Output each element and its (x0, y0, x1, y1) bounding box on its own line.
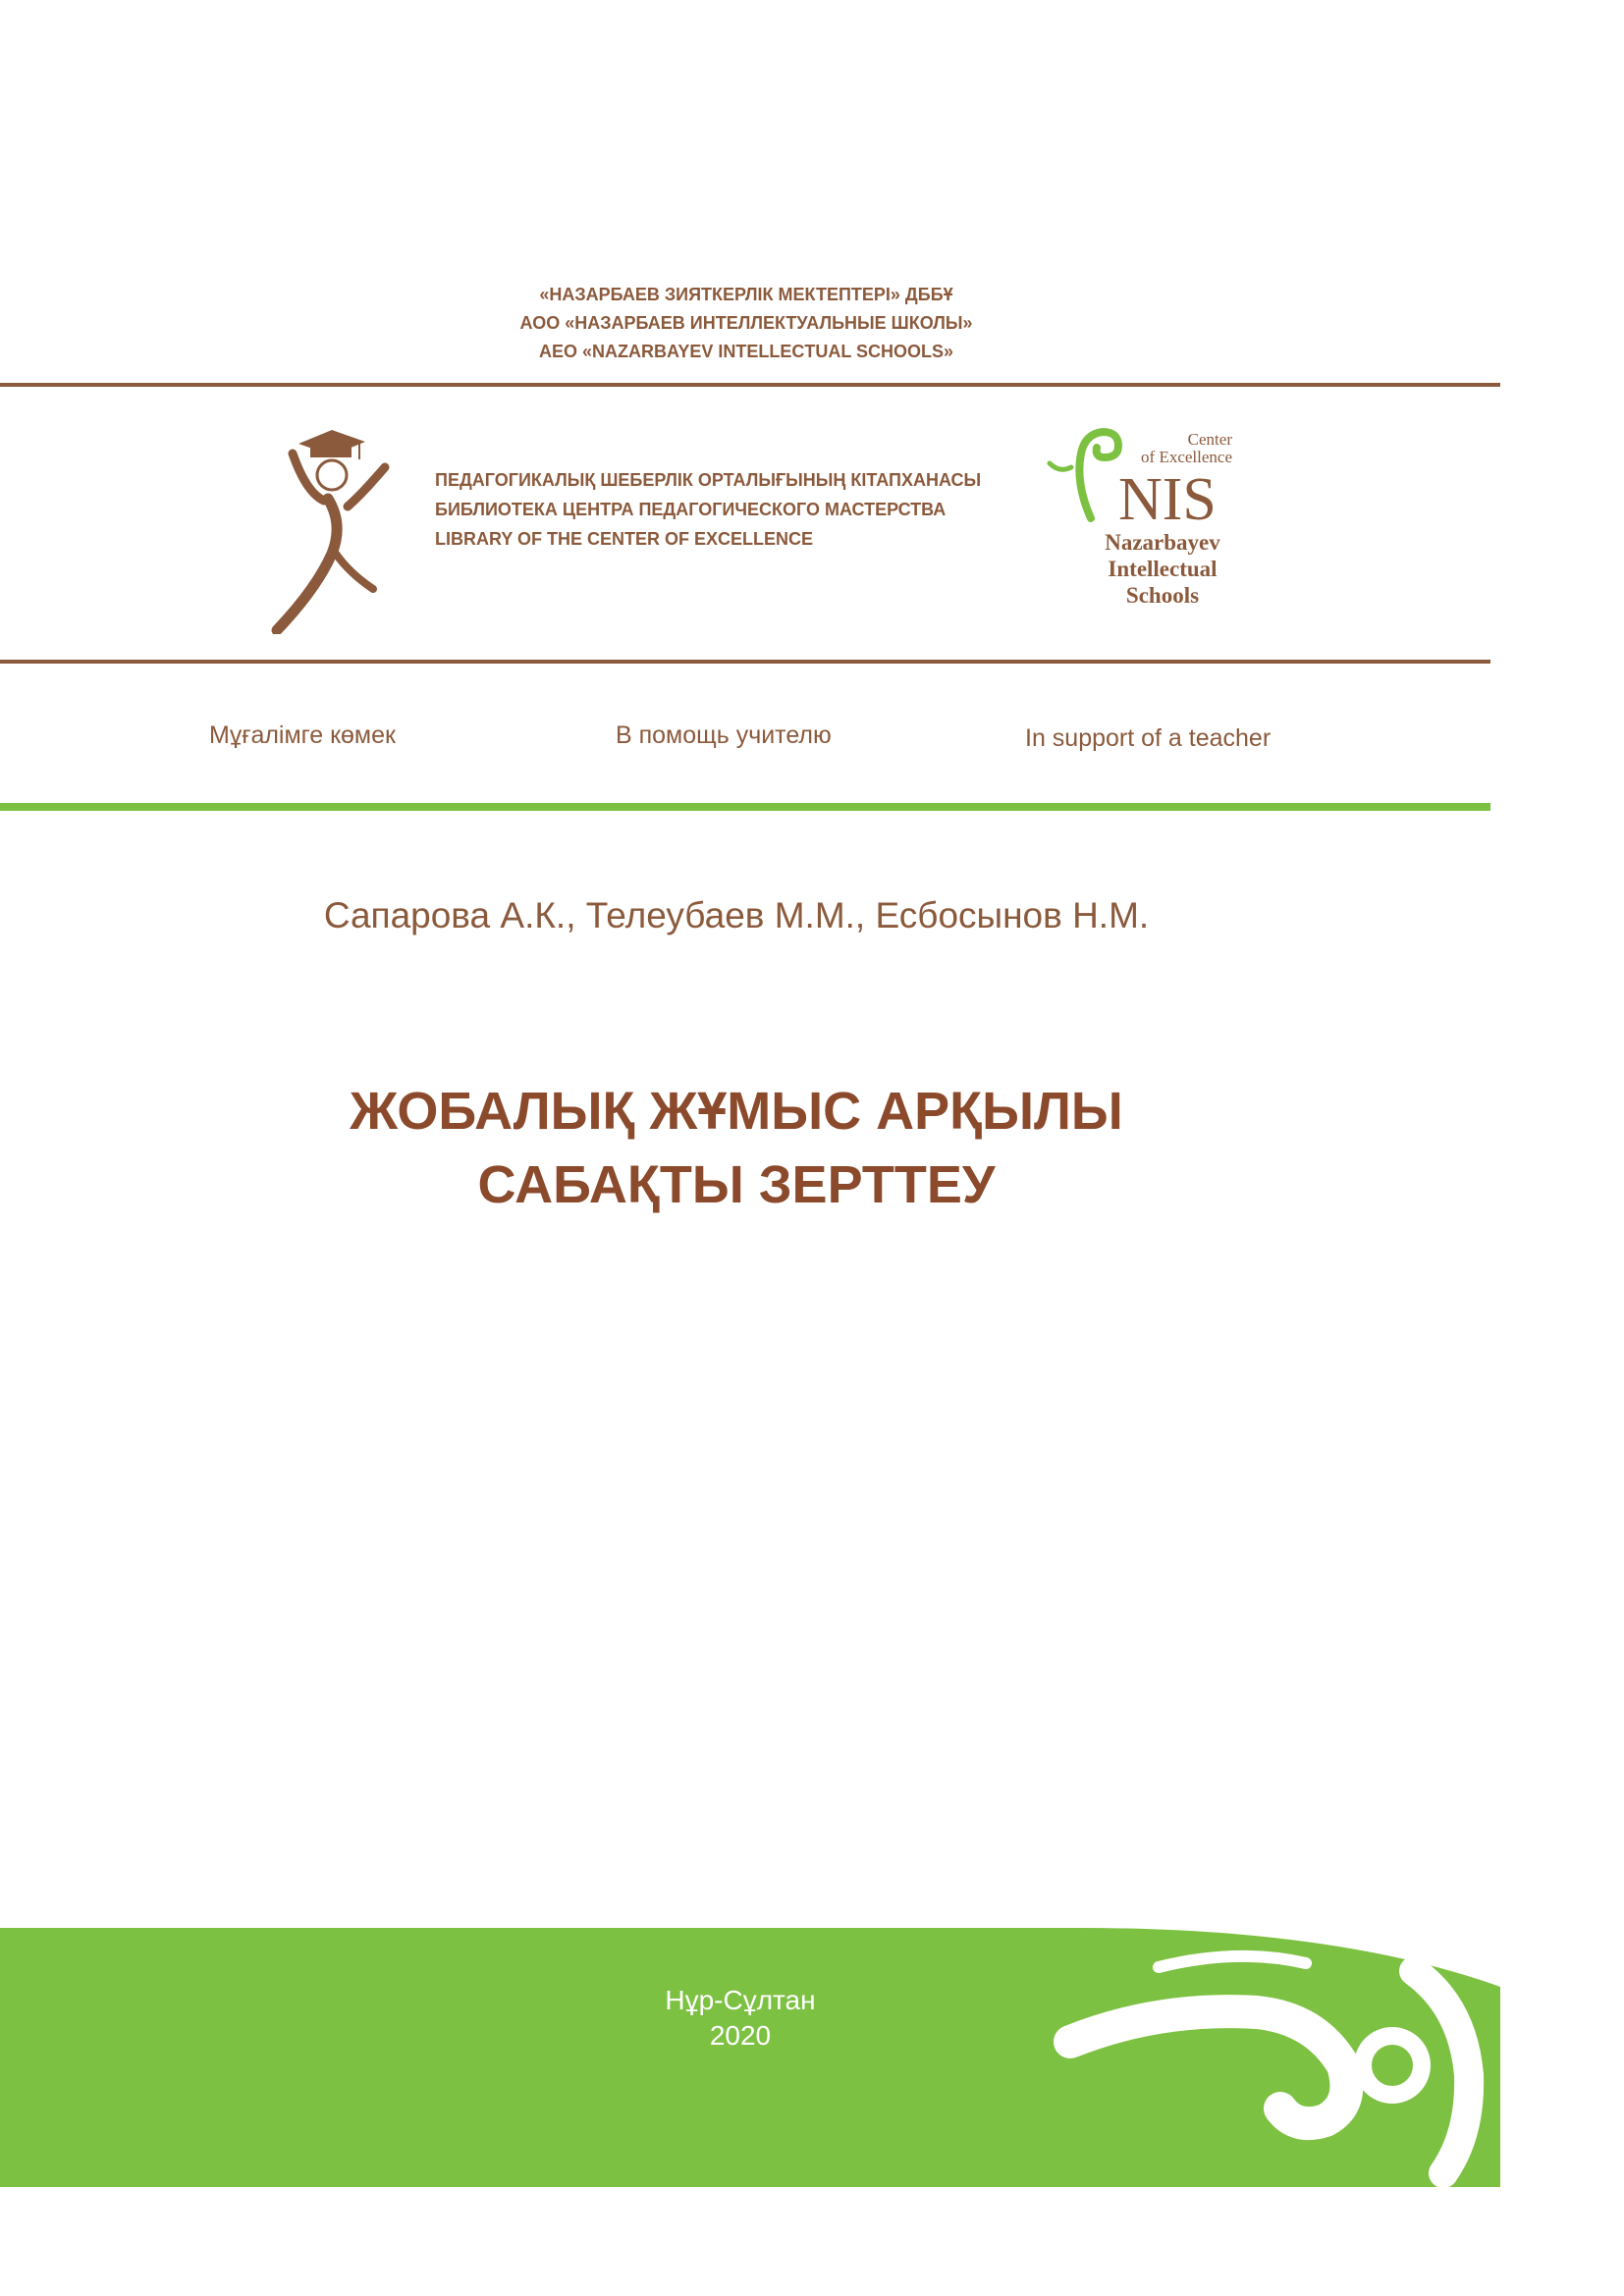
library-title-en: LIBRARY OF THE CENTER OF EXCELLENCE (435, 529, 814, 549)
library-title-kz: ПЕДАГОГИКАЛЫҚ ШЕБЕРЛІК ОРТАЛЫҒЫНЫҢ КІТАПХАНАСЫ (435, 470, 982, 490)
library-title-ru: БИБЛИОТЕКА ЦЕНТРА ПЕДАГОГИЧЕСКОГО МАСТЕРСТВА (435, 500, 947, 519)
publication-year: 2020 (709, 2020, 772, 2051)
nis-center-label: Center (1187, 430, 1232, 449)
top-divider (0, 383, 1500, 387)
nis-excellence-label: of Excellence (1141, 448, 1232, 466)
org-line-kz: «НАЗАРБАЕВ ЗИЯТКЕРЛІК МЕКТЕПТЕРІ» ДББҰ (539, 285, 953, 304)
nis-name-line2: Intellectual (1108, 557, 1218, 581)
nis-swirl-icon (1046, 424, 1124, 522)
authors: Сапарова А.К., Телеубаев М.М., Есбосынов Н.М. (323, 895, 1150, 935)
center-of-excellence-logo (263, 416, 393, 634)
organization-header (0, 281, 1492, 366)
nis-name-line3: Schools (1125, 583, 1200, 608)
support-en: In support of a teacher (1025, 724, 1272, 752)
book-title-line1: ЖОБАЛЫҚ ЖҰМЫС АРҚЫЛЫ (350, 1082, 1123, 1141)
org-line-en: AEO «NAZARBAYEV INTELLECTUAL SCHOOLS» (538, 342, 954, 361)
nis-acronym: NIS (1118, 466, 1217, 533)
middle-divider (0, 660, 1490, 664)
publication-city: Нұр-Сұлтан (665, 1985, 816, 2015)
publication-place-year (0, 1983, 1481, 2054)
book-title (0, 1075, 1473, 1222)
book-title-line2: САБАҚТЫ ЗЕРТТЕУ (477, 1155, 996, 1214)
green-divider (0, 803, 1490, 811)
support-kz: Мұғалімге көмек (209, 721, 396, 749)
footer-ornament-band (0, 1928, 1500, 2187)
nis-logo (1046, 424, 1232, 613)
library-titles (435, 465, 981, 554)
support-ru: В помощь учителю (616, 721, 832, 749)
nis-name-line1: Nazarbayev (1105, 530, 1220, 555)
org-line-ru: АОО «НАЗАРБАЕВ ИНТЕЛЛЕКТУАЛЬНЫЕ ШКОЛЫ» (519, 313, 973, 333)
